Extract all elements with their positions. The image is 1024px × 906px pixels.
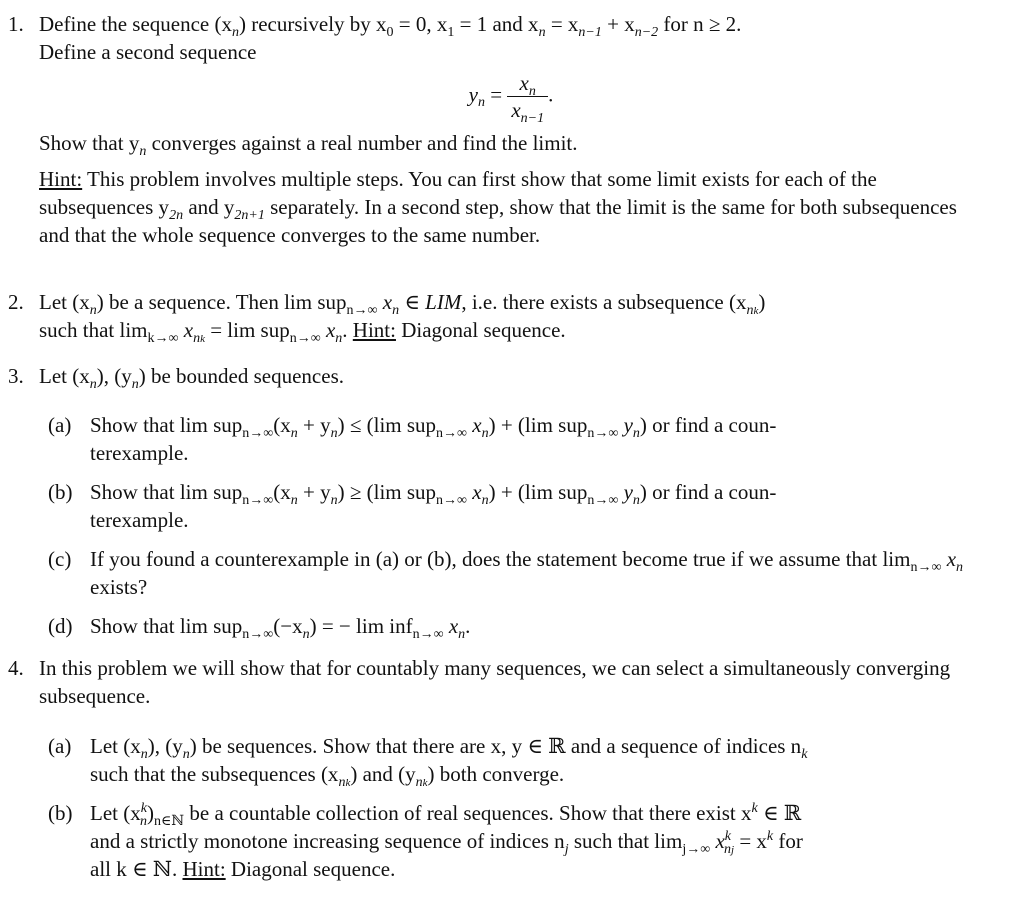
fraction: $\frac{x_n}{x_{n-1}}$	[507, 70, 548, 123]
problem-4b: (b) Let $(x^k_n)_{n\in ℕ}$ be a countable collection of real sequences. Show that there exist $x^k$ ∈ ℝ and a strictly monotone increasing sequence of indices $n_j$ such that $\lim_{j\to\infty} x^k_{nj} = x^k$ for all k ∈ ℕ. Hint: Diagonal sequence.	[48, 801, 803, 881]
problem-1-task: Show that $y_n$ converges against a real number and find the limit.	[39, 131, 578, 160]
problem-number: 3.	[8, 364, 24, 388]
problem-3a: (a) Show that $\lim sup_{n\to\infty}(x_n + y_n) \le (\lim$ sup$_{n\to\infty}$ $x_n) + (\lim$ sup$_{n\to\infty}$ $y_n$) or find a coun- terexample.	[48, 413, 777, 465]
problem-2-line-2: such that $\lim_{k\to\infty} x_{nk} = \lim sup_{n\to\infty}$ $x_n$. Hint: Diagonal sequence.	[39, 318, 566, 347]
problem-2-line-1: Let $(x_n)$ be a sequence. Then lim sup$_{n\to\infty}$ $x_n$ ∈ LIM, i.e. there exists a subsequence $(x_{nk})$	[39, 290, 766, 319]
problem-4-intro: In this problem we will show that for countably many sequences, we can select a simultaneously converging subsequence.	[39, 656, 951, 708]
problem-number: 2.	[8, 290, 24, 314]
problem-number: 1.	[8, 12, 24, 36]
hint-label: Hint:	[39, 167, 83, 191]
display-equation: $y_n$ = $\frac{x_n}{x_{n-1}}$ .	[468, 71, 554, 127]
hint-label: Hint:	[352, 318, 396, 342]
problem-3c: (c) If you found a counterexample in (a) or (b), does the statement become true if we assume that $\lim_{n\to\infty} x_n$ exists?	[48, 547, 964, 599]
problem-number: 4.	[8, 656, 24, 680]
hint-label: Hint:	[182, 857, 226, 881]
problem-1-hint: Hint: This problem involves multiple steps. You can first show that some limit exists for each of the subsequences $y_{2n}$ and $y_{2n+1}$ separately. In a second step, show that the limit is the same for both subsequences and that the whole sequence converges to the same number.	[39, 167, 957, 247]
problem-4a: (a) Let $(x_n)$, $(y_n)$ be sequences. Show that there are x, y ∈ ℝ and a sequence of indices $n_k$ such that the subsequences $(x_{nk})$ and $(y_{nk})$ both converge.	[48, 734, 808, 791]
problem-1	[8, 10, 983, 249]
problem-1-line-2: Define a second sequence	[39, 40, 257, 64]
problem-1-line-1: Define the sequence $(x_n)$ recursively by $x_0 = 0$, $x_1 = 1$ and $x_n = x_{n-1} + x_{n-2}$ for n ≥ 2.	[39, 12, 742, 41]
problem-3	[8, 362, 983, 643]
problem-2	[8, 288, 983, 347]
problem-4	[8, 654, 983, 883]
problem-3d: (d) Show that $\lim sup_{n\to\infty}(-x_n)$ = − lim inf$_{n\to\infty}$ $x_n$.	[48, 614, 471, 643]
problem-3b: (b) Show that $\lim sup_{n\to\infty}(x_n + y_n) \ge (\lim$ sup$_{n\to\infty}$ $x_n) + (\lim$ sup$_{n\to\infty}$ $y_n$) or find a coun- terexample.	[48, 480, 777, 532]
problem-3-intro: Let $(x_n)$, $(y_n)$ be bounded sequences.	[39, 364, 344, 393]
